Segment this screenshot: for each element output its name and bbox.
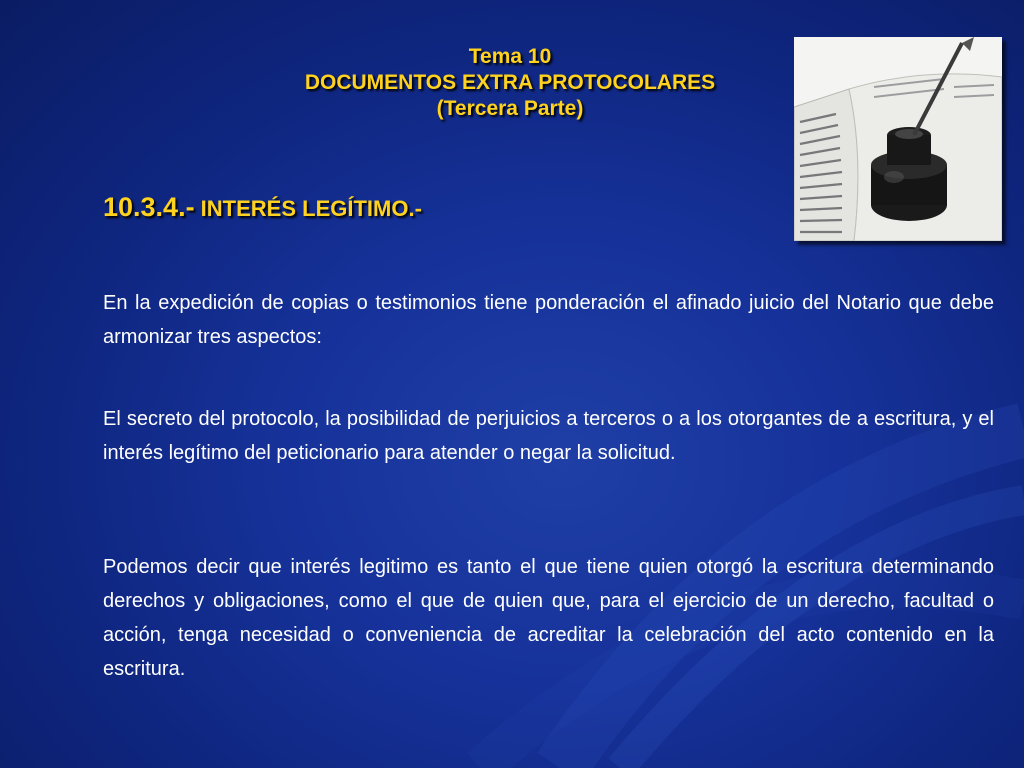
paragraph-2: El secreto del protocolo, la posibilidad de perjuicios a terceros o a los otorgantes de a escritura, y el interés legítimo del peticionario para atender o negar la solicitud. [103,408,994,464]
title-line-2: DOCUMENTOS EXTRA PROTOCOLARES [304,71,716,94]
paragraph-1: En la expedición de copias o testimonios tiene ponderación el afinado juicio del Notario que debe armonizar tres aspectos: [103,292,994,348]
section-number: 10.3.4.- [103,192,195,222]
title-line-3: (Tercera Parte) [436,97,584,120]
slide-title [200,44,820,122]
book-quill-inkwell-icon [794,37,1002,241]
paragraph-3: Podemos decir que interés legitimo es tanto el que tiene quien otorgó la escritura determinando derechos y obligaciones, como el que de quien que, para el ejercicio de un derecho, facultad o acción, tenga necesidad o conveniencia de acreditar la celebración del acto contenido en la escritura. [103,556,994,680]
book-quill-image [794,37,1002,241]
section-heading [103,192,422,223]
section-label: INTERÉS LEGÍTIMO.- [194,196,422,221]
title-line-1: Tema 10 [468,45,552,68]
